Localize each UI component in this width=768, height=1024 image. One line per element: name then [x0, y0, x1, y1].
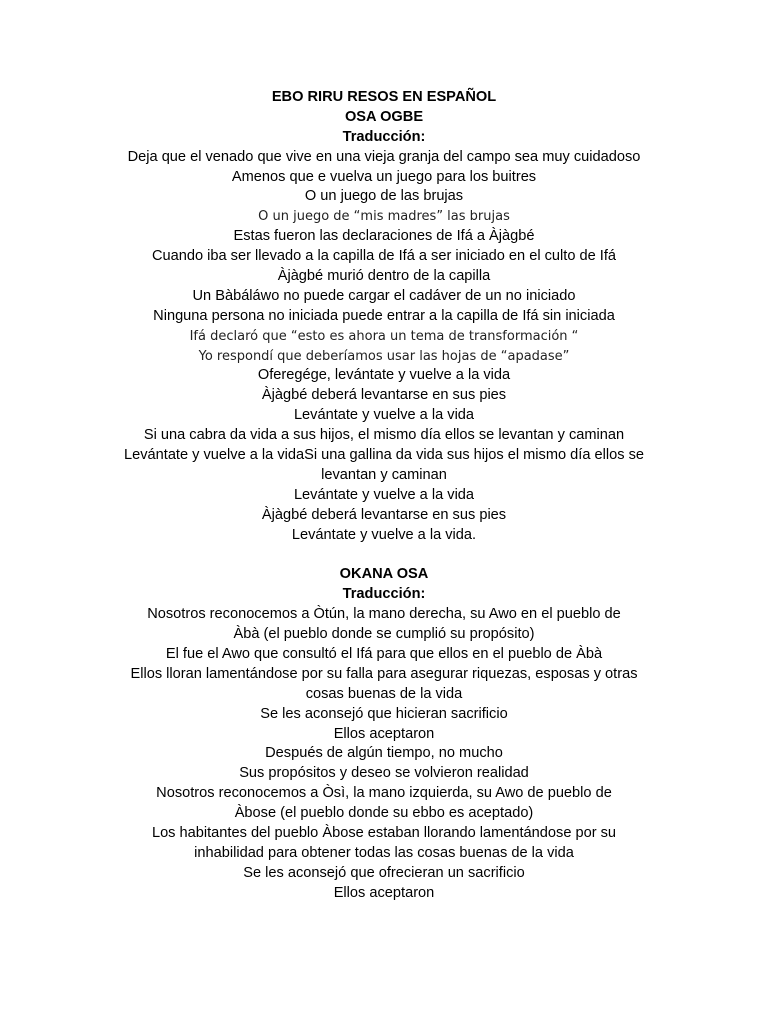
text-line: Estas fueron las declaraciones de Ifá a Àjàgbé [233, 228, 535, 245]
text-line: Levántate y vuelve a la vidaSi una gallina da vida sus hijos el mismo día ellos se [124, 447, 644, 464]
text-line: Àbà (el pueblo donde se cumplió su propósito) [233, 626, 535, 643]
document-page [0, 88, 768, 904]
text-line: levantan y caminan [321, 466, 447, 483]
text-line: O un juego de las brujas [304, 188, 464, 205]
text-line: Los habitantes del pueblo Àbose estaban llorando lamentándose por su [151, 824, 617, 841]
text-line: Después de algún tiempo, no mucho [265, 745, 503, 762]
text-line: Ellos lloran lamentándose por su falla para asegurar riquezas, esposas y otras [130, 665, 638, 682]
text-line: Yo respondí que deberíamos usar las hojas de “apadase” [198, 348, 570, 364]
text-line: Levántate y vuelve a la vida [293, 486, 475, 503]
translation-label: Traducción: [342, 586, 426, 603]
text-line: Levántate y vuelve a la vida [293, 407, 475, 424]
text-line: Oferegége, levántate y vuelve a la vida [257, 367, 511, 384]
section-heading-okana-osa: OKANA OSA [339, 566, 429, 583]
text-line: Àjàgbé deberá levantarse en sus pies [261, 506, 507, 523]
text-line: Levántate y vuelve a la vida. [291, 526, 477, 543]
text-line: Se les aconsejó que ofrecieran un sacrificio [243, 864, 525, 881]
text-line: Amenos que e vuelva un juego para los buitres [231, 168, 537, 185]
text-line: Àjàgbé deberá levantarse en sus pies [261, 387, 507, 404]
text-line: Ifá declaró que “esto es ahora un tema de transformación “ [189, 328, 579, 344]
text-line: inhabilidad para obtener todas las cosas buenas de la vida [194, 844, 574, 861]
section-spacer [0, 545, 768, 565]
text-line: Ellos aceptaron [333, 884, 435, 901]
text-line: cosas buenas de la vida [305, 685, 463, 702]
text-line: Cuando iba ser llevado a la capilla de Ifá a ser iniciado en el culto de Ifá [151, 248, 617, 265]
text-line: Si una cabra da vida a sus hijos, el mismo día ellos se levantan y caminan [143, 427, 625, 444]
text-line: Ellos aceptaron [333, 725, 435, 742]
text-line: El fue el Awo que consultó el Ifá para que ellos en el pueblo de Àbà [165, 645, 603, 662]
text-line: O un juego de “mis madres” las brujas [258, 209, 510, 225]
text-line: Se les aconsejó que hicieran sacrificio [260, 705, 508, 722]
text-line: Àbose (el pueblo donde su ebbo es aceptado) [234, 805, 534, 822]
document-title: EBO RIRU RESOS EN ESPAÑOL [271, 89, 497, 105]
section-heading-osa-ogbe: OSA OGBE [344, 108, 424, 125]
text-line: Un Bàbáláwo no puede cargar el cadáver de un no iniciado [192, 287, 576, 304]
text-line: Nosotros reconocemos a Òtún, la mano derecha, su Awo en el pueblo de [147, 606, 621, 623]
translation-label: Traducción: [342, 128, 426, 145]
text-line: Nosotros reconocemos a Òsì, la mano izquierda, su Awo de pueblo de [156, 785, 612, 802]
text-line: Ninguna persona no iniciada puede entrar a la capilla de Ifá sin iniciada [153, 307, 615, 324]
text-line: Àjàgbé murió dentro de la capilla [277, 268, 491, 285]
text-line: Deja que el venado que vive en una vieja granja del campo sea muy cuidadoso [127, 148, 641, 165]
text-line: Sus propósitos y deseo se volvieron realidad [239, 765, 529, 782]
